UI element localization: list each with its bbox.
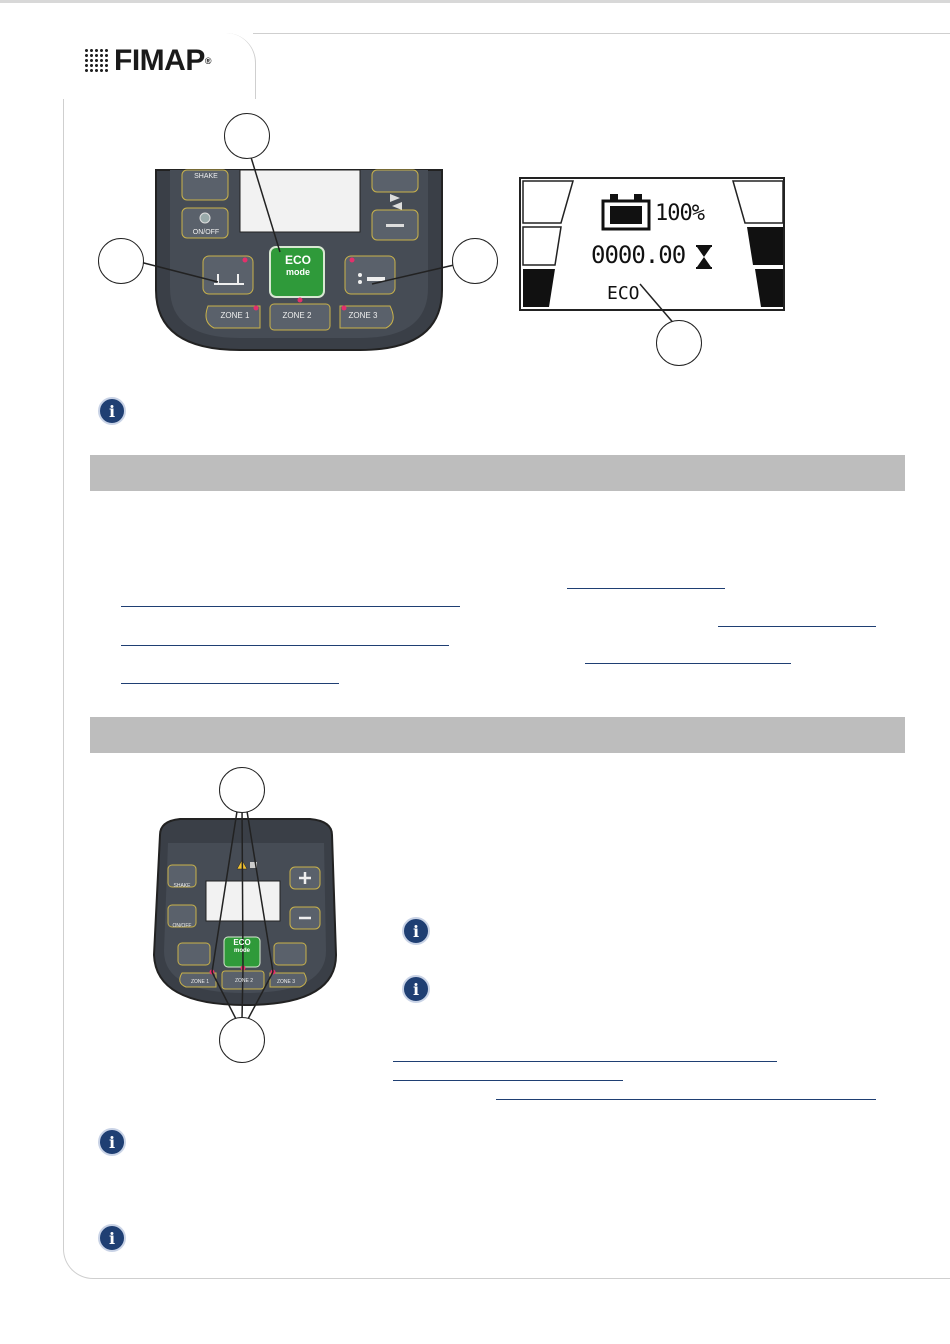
reference-link[interactable]: [567, 588, 725, 589]
shake-label: SHAKE: [194, 173, 218, 180]
eco-label-small: ECO: [233, 938, 251, 947]
callout-eco: [224, 113, 270, 159]
logo-dots-icon: [84, 48, 110, 74]
eco-mode-button[interactable]: [272, 254, 324, 278]
logo-text: FIMAP®: [114, 44, 211, 77]
callout-lcd: [656, 320, 702, 366]
control-panel-illustration: [90, 110, 510, 370]
callout-left: [98, 238, 144, 284]
reference-link[interactable]: [121, 683, 339, 684]
zone3-button-small[interactable]: ZONE 3: [276, 979, 296, 985]
section-header-bar: [90, 455, 905, 491]
zone2-button-small[interactable]: ZONE 2: [234, 978, 254, 984]
mode-label: mode: [285, 267, 310, 277]
zone2-button[interactable]: ZONE 2: [282, 311, 312, 320]
reference-link[interactable]: [585, 663, 791, 664]
onoff-label: ON/OFF: [192, 229, 220, 236]
info-icon: i: [98, 397, 126, 425]
info-icon: i: [98, 1128, 126, 1156]
callout-zone-leds: [219, 767, 265, 813]
battery-percent: 100%: [655, 201, 704, 226]
top-rule: [0, 0, 950, 3]
logo-tab-corner: [210, 33, 256, 99]
lcd-mode: ECO: [607, 283, 640, 304]
reference-link[interactable]: [393, 1080, 623, 1081]
callout-zone-buttons: [219, 1017, 265, 1063]
shake-label-small: SHAKE: [173, 883, 191, 889]
onoff-label-small: ON/OFF: [172, 923, 192, 929]
reference-link[interactable]: [121, 645, 449, 646]
eco-label: ECO: [284, 253, 311, 267]
hour-meter: 0000.00: [591, 241, 686, 269]
eco-mode-button-small[interactable]: [224, 939, 260, 955]
callout-right: [452, 238, 498, 284]
reference-link[interactable]: [718, 626, 876, 627]
reference-link[interactable]: [496, 1099, 876, 1100]
zone1-button-small[interactable]: ZONE 1: [190, 979, 210, 985]
info-icon: i: [402, 917, 430, 945]
reference-link[interactable]: [393, 1061, 777, 1062]
zone1-button[interactable]: ZONE 1: [220, 311, 250, 320]
fimap-logo: [84, 46, 211, 76]
section-header-bar: [90, 717, 905, 753]
zone3-button[interactable]: ZONE 3: [348, 311, 378, 320]
mode-label-small: mode: [233, 948, 250, 954]
info-icon: i: [402, 975, 430, 1003]
reference-link[interactable]: [121, 606, 460, 607]
info-icon: i: [98, 1224, 126, 1252]
